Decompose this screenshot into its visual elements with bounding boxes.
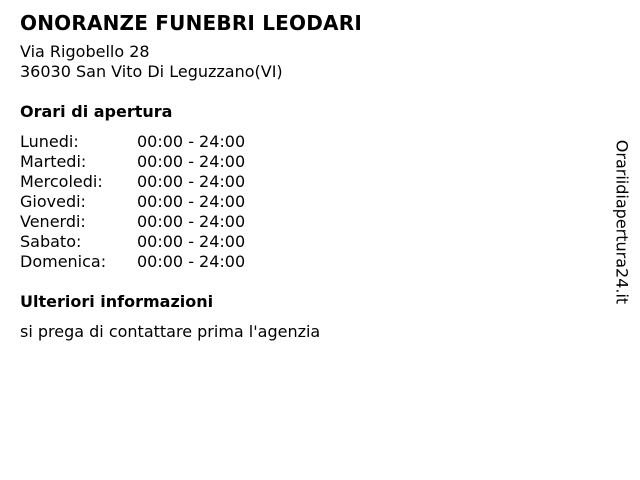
time-range: 00:00 - 24:00 <box>137 152 246 171</box>
business-name: ONORANZE FUNEBRI LEODARI <box>20 11 362 35</box>
additional-info-title: Ulteriori informazioni <box>20 292 214 311</box>
hours-row-tuesday <box>20 152 245 172</box>
additional-info-text: si prega di contattare prima l'agenzia <box>20 322 321 341</box>
time-range: 00:00 - 24:00 <box>137 132 246 151</box>
address <box>20 42 580 82</box>
address-city: 36030 San Vito Di Leguzzano(VI) <box>20 62 283 81</box>
day-label: Sabato: <box>20 232 82 251</box>
day-label: Giovedi: <box>20 192 86 211</box>
hours-row-thursday <box>20 192 245 212</box>
address-street: Via Rigobello 28 <box>20 42 150 61</box>
day-label: Venerdi: <box>20 212 86 231</box>
hours-row-monday <box>20 132 245 152</box>
day-label: Mercoledi: <box>20 172 103 191</box>
hours-row-saturday <box>20 232 245 252</box>
opening-hours-title: Orari di apertura <box>20 102 173 121</box>
hours-row-friday <box>20 212 245 232</box>
time-range: 00:00 - 24:00 <box>137 212 246 231</box>
time-range: 00:00 - 24:00 <box>137 252 246 271</box>
hours-row-sunday <box>20 252 245 272</box>
day-label: Lunedi: <box>20 132 79 151</box>
hours-row-wednesday <box>20 172 245 192</box>
day-label: Domenica: <box>20 252 107 271</box>
time-range: 00:00 - 24:00 <box>137 232 246 251</box>
time-range: 00:00 - 24:00 <box>137 192 246 211</box>
day-label: Martedi: <box>20 152 87 171</box>
watermark-site-name: Orariidiapertura24.it <box>612 139 632 305</box>
business-card <box>20 10 580 342</box>
opening-hours-table <box>20 132 245 272</box>
time-range: 00:00 - 24:00 <box>137 172 246 191</box>
